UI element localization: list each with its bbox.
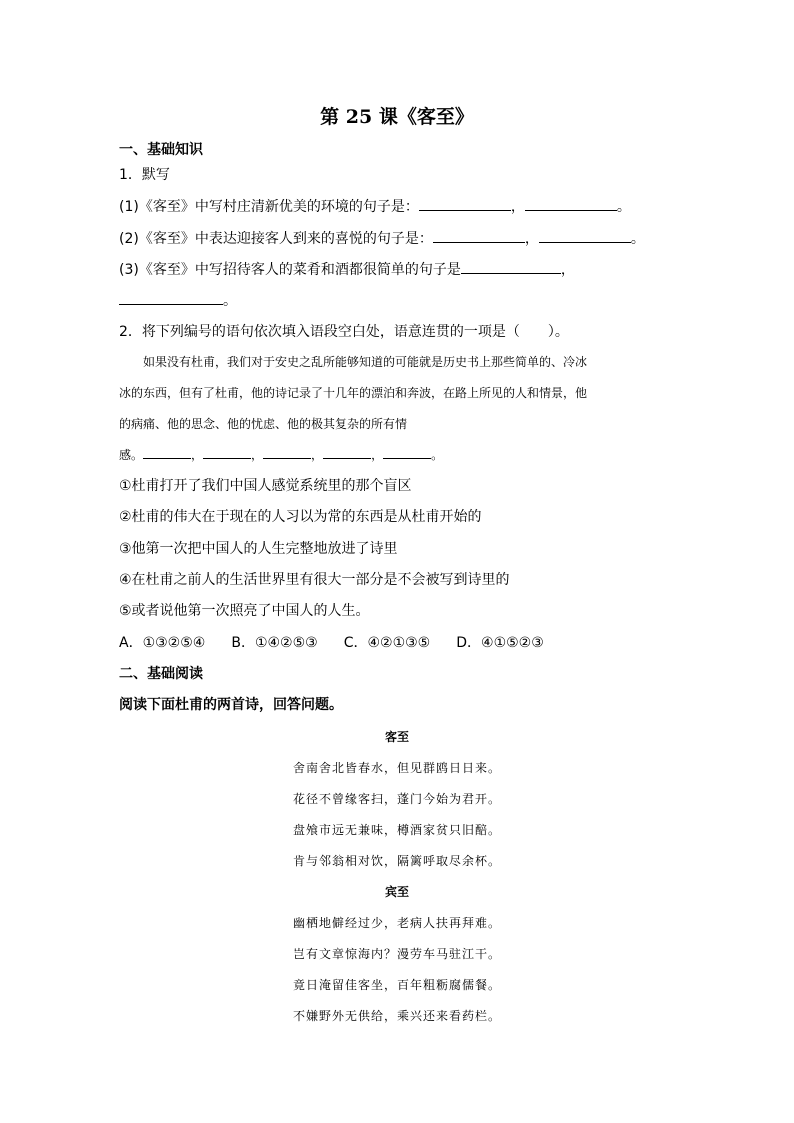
separator: ， [524,231,539,247]
question-2-prompt: 2．将下列编号的语句依次填入语段空白处，语意连贯的一项是（ ）。 [119,324,569,340]
period: 。 [616,199,631,215]
passage-line: 如果没有杜甫，我们对于安史之乱所能够知道的可能就是历史书上那些简单的、冷冰 [143,355,588,369]
separator: ， [510,199,525,215]
passage-blanks-row: 感。 ， ， ， ， 。 [119,448,444,462]
answer-blank[interactable] [323,447,371,459]
passage-line: 的病痛、他的思念、他的忧虑、他的极其复杂的所有情 [119,417,408,431]
passage-line-start: 感。 [119,448,144,462]
poem-1-line: 盘飧市远无兼味，樽酒家贫只旧醅。 [292,823,501,837]
passage-line-wrap [119,414,675,434]
question-1-label: 1．默写 [119,167,170,183]
dictation-item-1-text: (1)《客至》中写村庄清新优美的环境的句子是： [119,199,419,215]
dictation-item-3-text: (3)《客至》中写招待客人的菜肴和酒都很简单的句子是 [119,262,461,278]
answer-blank[interactable] [263,447,311,459]
answer-blank[interactable] [461,259,561,274]
period: 。 [630,231,645,247]
option-b[interactable]: B．①④②⑤③ [231,635,318,651]
answer-blank[interactable] [383,447,431,459]
separator: ， [560,262,575,278]
poem-2-line: 竟日淹留佳客坐，百年粗粝腐儒餐。 [292,978,501,992]
dictation-item-3-continued [119,290,237,311]
section-heading-basic-reading: 二、基础阅读 [119,666,203,682]
poem-1-line: 舍南舍北皆春水，但见群鸥日日来。 [292,761,501,775]
sentence-2: ②杜甫的伟大在于现在的人习以为常的东西是从杜甫开始的 [119,509,482,525]
answer-blank[interactable] [419,196,511,211]
dictation-item-2-text: (2)《客至》中表达迎接客人到来的喜悦的句子是： [119,231,433,247]
sentence-4: ④在杜甫之前人的生活世界里有很大一部分是不会被写到诗里的 [119,572,510,588]
poem-2-line: 岂有文章惊海内？漫劳车马驻江干。 [292,947,501,961]
option-d[interactable]: D．④①⑤②③ [456,635,544,651]
answer-options [119,632,570,652]
passage-line-wrap [119,383,675,403]
poem-1-line: 花径不曾缘客扫，蓬门今始为君开。 [292,792,501,806]
sentence-1: ①杜甫打开了我们中国人感觉系统里的那个盲区 [119,478,412,494]
poem-2-line: 不嫌野外无供给，乘兴还来看药栏。 [292,1009,501,1023]
section-heading-basic-knowledge: 一、基础知识 [119,142,203,158]
answer-blank[interactable] [203,447,251,459]
page-title: 第 25 课《客至》 [320,106,474,128]
sentence-5: ⑤或者说他第一次照亮了中国人的人生。 [119,603,370,619]
dictation-item-3 [119,259,575,280]
option-a[interactable]: A．①③②⑤④ [119,635,206,651]
answer-blank[interactable] [119,290,223,305]
poem-2-line: 幽栖地僻经过少，老病人扶再拜难。 [292,916,501,930]
answer-blank[interactable] [143,447,191,459]
poem-1-line: 肯与邻翁相对饮，隔篱呼取尽余杯。 [292,854,501,868]
poem-2-title: 宾至 [384,885,409,899]
period: 。 [223,293,237,309]
poem-1-title: 客至 [384,730,409,744]
question-2-passage [119,352,675,372]
dictation-item-1 [119,196,631,217]
reading-instruction: 阅读下面杜甫的两首诗，回答问题。 [119,697,343,713]
sentence-3: ③他第一次把中国人的人生完整地放进了诗里 [119,541,398,557]
option-c[interactable]: C．④②①③⑤ [343,635,431,651]
answer-blank[interactable] [539,228,631,243]
answer-blank[interactable] [433,228,525,243]
dictation-item-2 [119,228,645,249]
answer-blank[interactable] [525,196,617,211]
passage-line: 冰的东西，但有了杜甫，他的诗记录了十几年的漂泊和奔波，在路上所见的人和情景，他 [119,386,588,400]
